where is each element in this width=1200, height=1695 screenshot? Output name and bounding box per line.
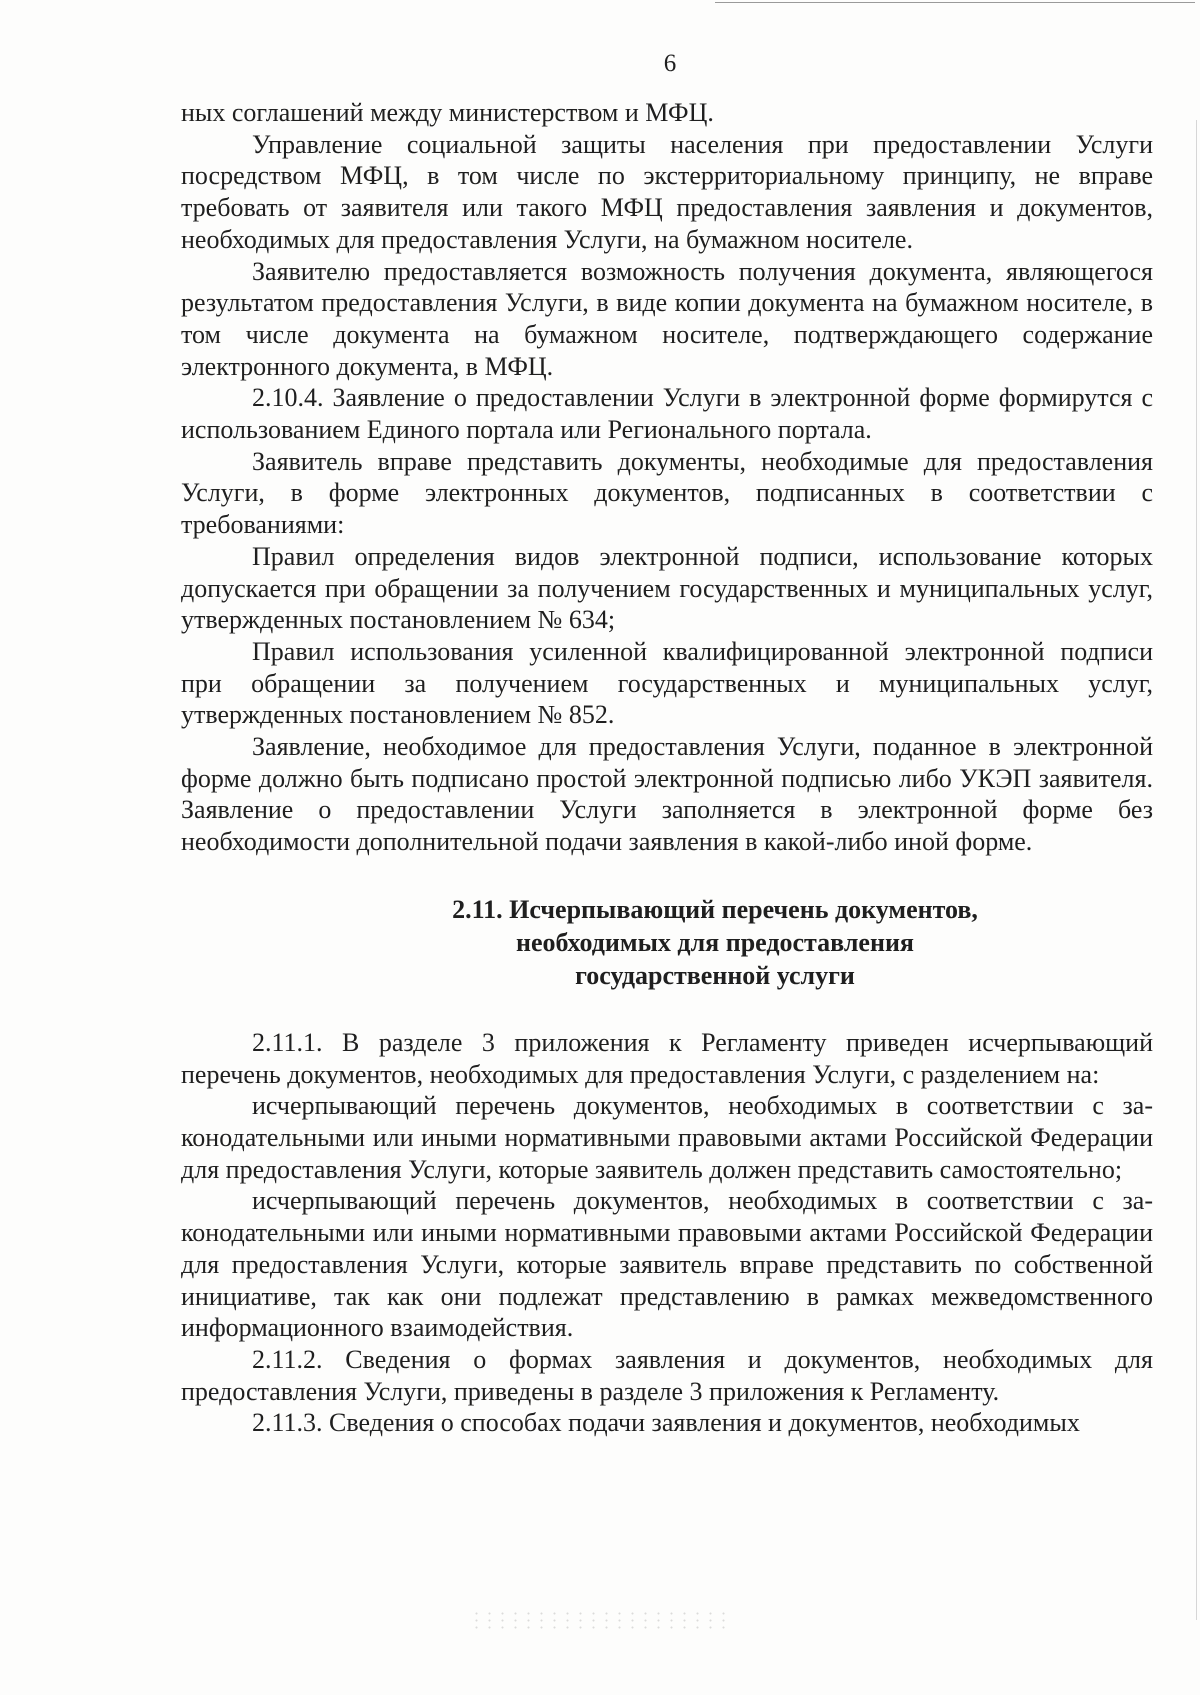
paragraph: Правил определения видов электронной подписи, использование которых допускается при обращении за получением государственных и муниципальных услуг, утвержденных постановлением № 634; [181, 541, 1153, 635]
scan-noise [470, 1610, 730, 1630]
page-number: 6 [663, 50, 677, 77]
document-body [181, 97, 1153, 1439]
paragraph-continuation: ных соглашений между министерством и МФЦ. [181, 98, 714, 127]
paragraph: 2.10.4. Заявление о предоставлении Услуги в электронной форме формирутся с использованием Единого портала или Регионального портала. [181, 383, 1153, 445]
paragraph: исчерпывающий перечень документов, необходимых в соответствии с законодательными или иными нормативными правовыми актами Российской Федерации для предоставления Услуги, которые заявитель должен представить самостоятельно; [181, 1091, 1153, 1184]
paragraph: 2.11.2. Сведения о формах заявления и документов, необходимых для предоставления Услуги, приведены в разделе 3 приложения к Регламенту. [181, 1344, 1153, 1406]
paragraph: Управление социальной защиты населения при предоставлении Услуги посредством МФЦ, в том числе по экстерриториальному принципу, не вправе требовать от заявителя или такого МФЦ предоставления заявления и документов, необходимых для предоставления Услуги, на бумажном носителе. [181, 129, 1153, 254]
paragraph: Заявление, необходимое для предоставления Услуги, поданное в электронной форме должно быть подписано простой электронной подписью либо УКЭП заявителя. Заявление о предоставлении Услуги заполняется в электронной форме без необходимости дополнительной подачи заявления в какой-либо иной форме. [181, 732, 1153, 857]
section-heading-line: необходимых для предоставления [515, 927, 914, 957]
paragraph: Правил использования усиленной квалифицированной электронной подписи при обращении за получением государственных и муниципальных услуг, утвержденных постановлением № 852. [181, 636, 1153, 730]
section-heading [181, 893, 1153, 992]
paragraph: Заявителю предоставляется возможность получения документа, являющегося результатом предоставления Услуги, в виде копии документа на бумажном носителе, в том числе документа на бумажном носителе, подтверждающего содержание электронного документа, в МФЦ. [181, 256, 1153, 381]
paragraph: 2.11.1. В разделе 3 приложения к Регламенту приведен исчерпывающий перечень документов, необходимых для предоставления Услуги, с разделением на: [181, 1027, 1153, 1089]
scan-right-edge-line [1196, 120, 1197, 1620]
paragraph: 2.11.3. Сведения о способах подачи заявления и документов, необходимых [252, 1408, 1080, 1438]
paragraph: Заявитель вправе представить документы, необходимые для предоставления Услуги, в форме электронных документов, подписанных в соответствии с требованиями: [181, 446, 1153, 540]
paragraph: исчерпывающий перечень документов, необходимых в соответствии с законодательными или иными нормативными правовыми актами Российской Федерации для предоставления Услуги, которые заявитель вправе представить по собственной инициативе, так как они подлежат представлению в рамках межведомственного информационного взаимодействия. [181, 1186, 1153, 1343]
scan-top-edge-line [715, 2, 1195, 3]
section-heading-line: 2.11. Исчерпывающий перечень документов, [452, 894, 978, 924]
section-heading-line: государственной услуги [575, 960, 855, 990]
